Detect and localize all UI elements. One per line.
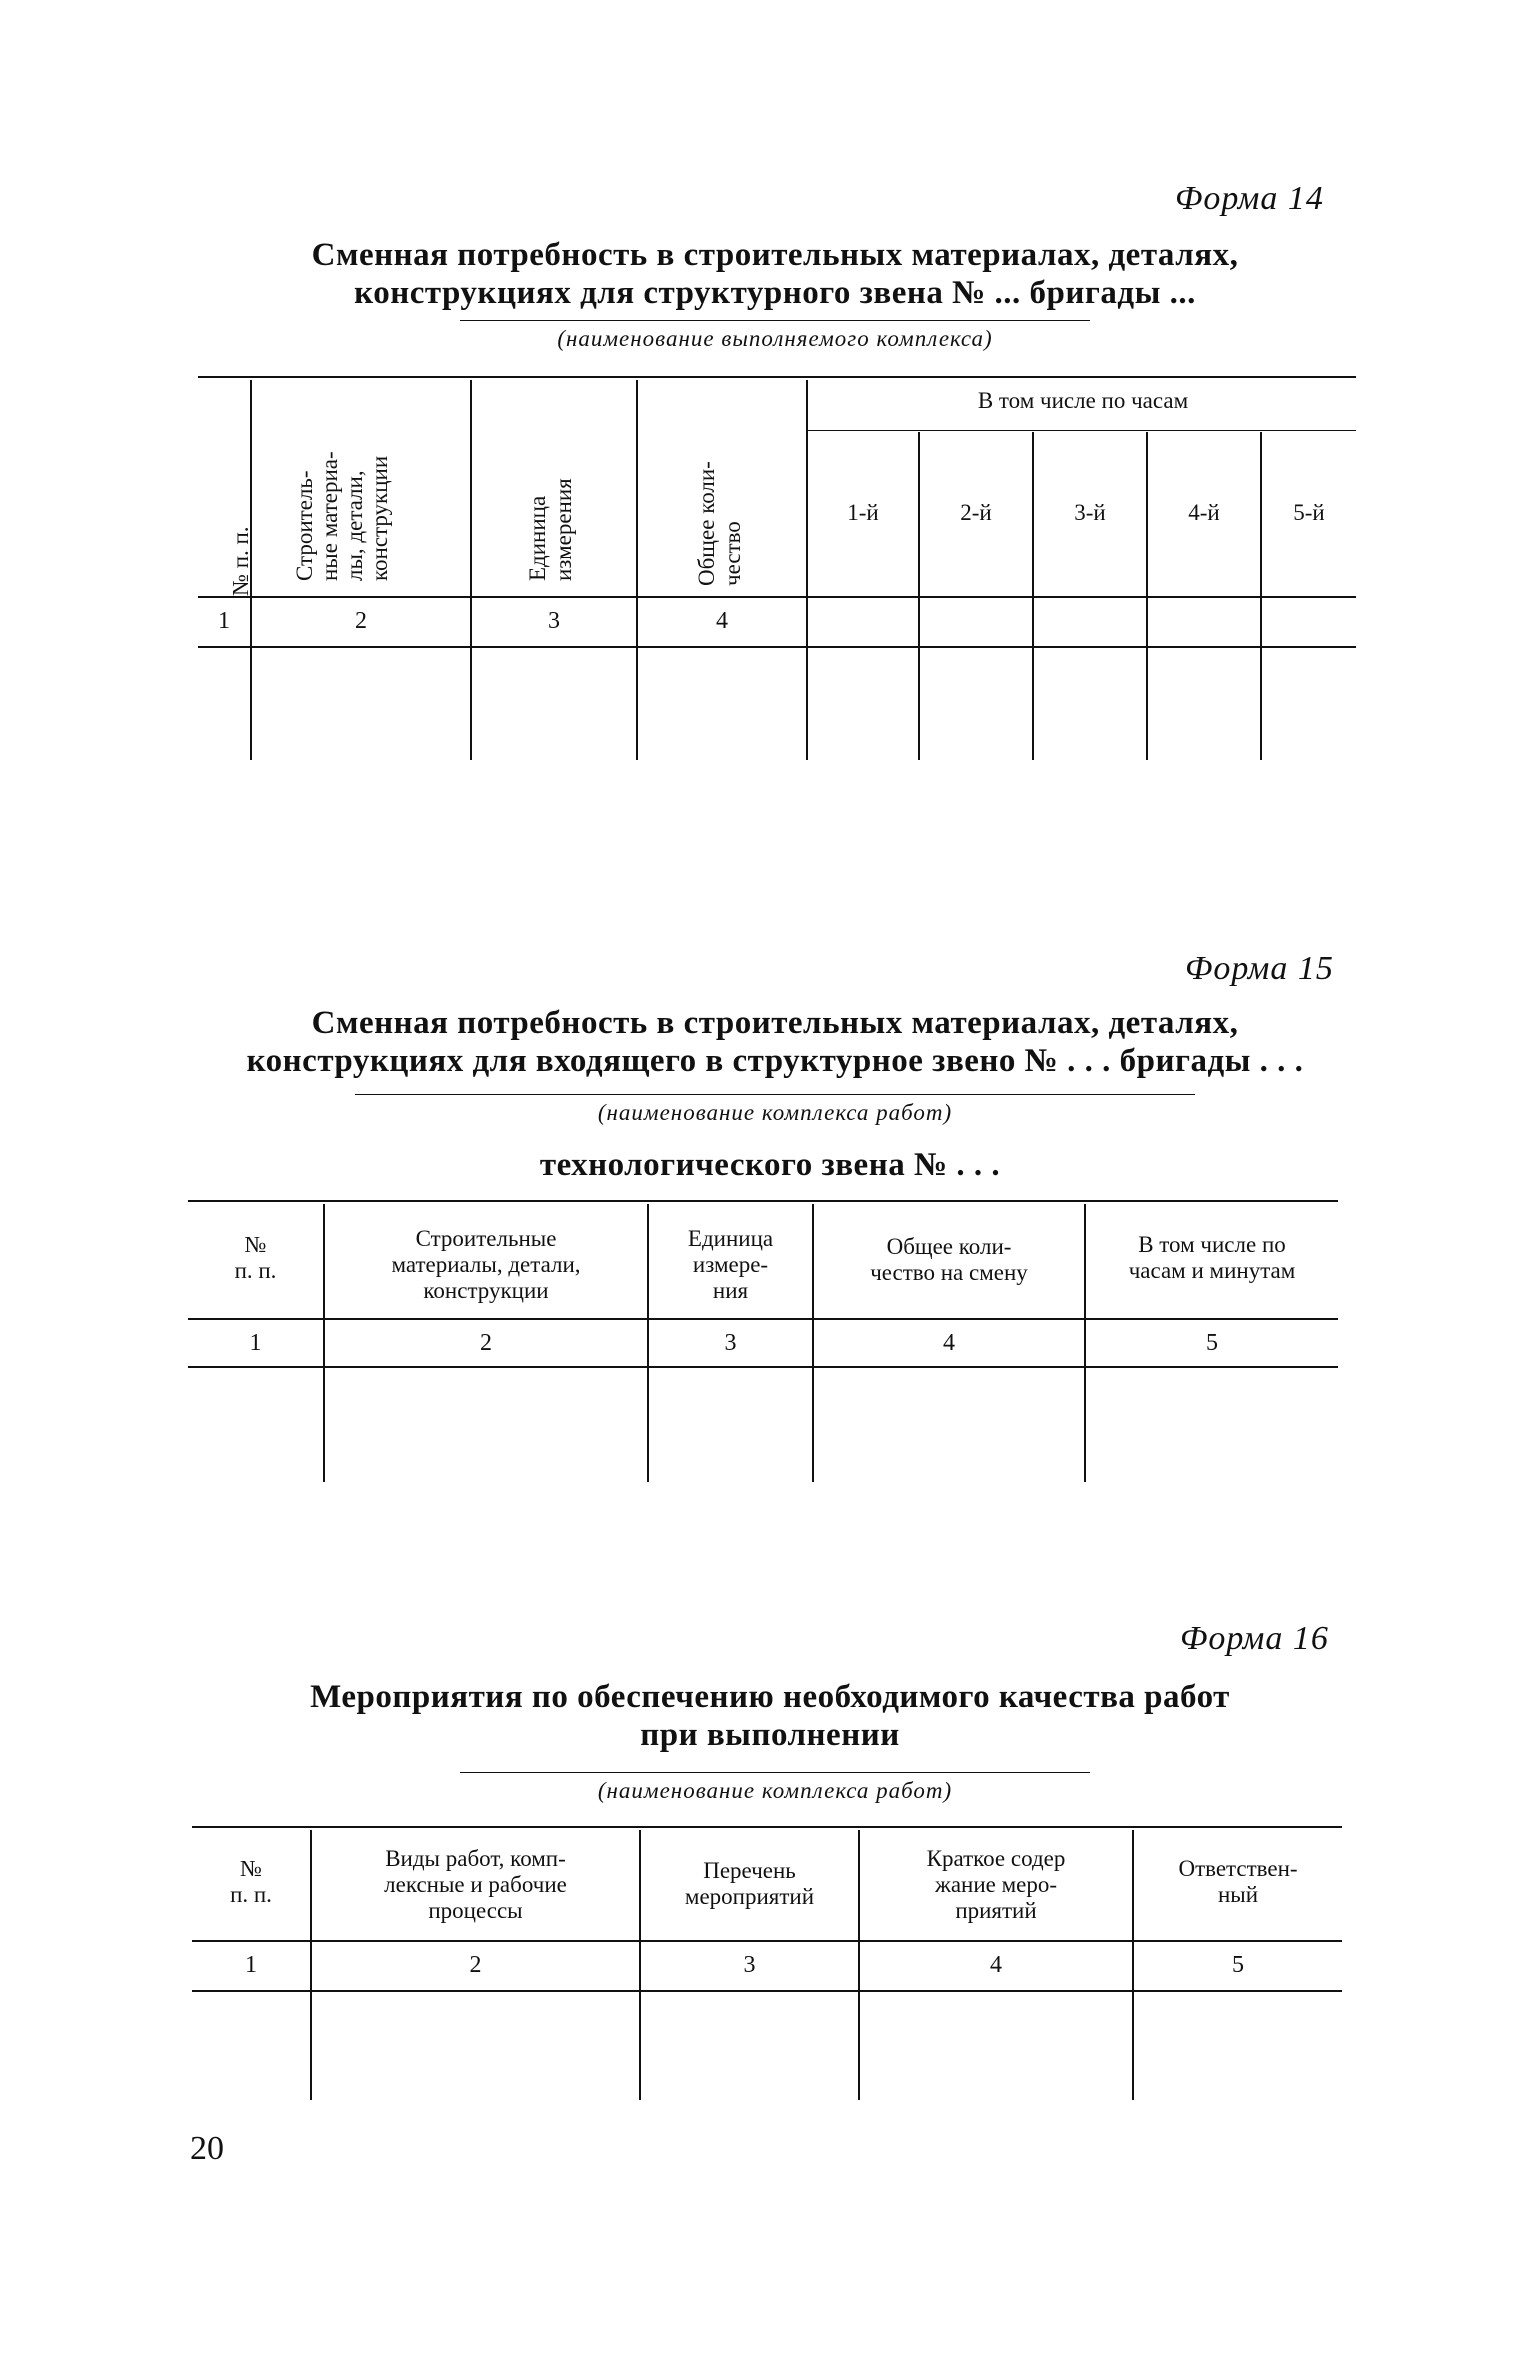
form14-header-hour-3: 3-й	[1074, 500, 1106, 525]
form14-title-line2: конструкциях для структурного звена № ... бригады ...	[354, 275, 1196, 311]
form14-header-hour-1: 1-й	[847, 500, 879, 525]
form16-title-line2: при выполнении	[640, 1717, 900, 1753]
form14-header-hour-5: 5-й	[1293, 500, 1325, 525]
form16-col-number-3: 3	[743, 1952, 756, 1978]
form14-header-num: № п. п.	[228, 526, 253, 596]
form16-col-number-2: 2	[469, 1952, 482, 1978]
form16-label: Форма 16	[1180, 1620, 1329, 1657]
form14-col-number-4: 4	[716, 608, 728, 634]
form16-title-line1: Мероприятия по обеспечению необходимого качества работ	[310, 1679, 1230, 1715]
form15-col-number-3: 3	[724, 1330, 737, 1356]
form14-label: Форма 14	[1175, 180, 1324, 217]
form15-caption-rule	[355, 1094, 1195, 1095]
form16-col-number-5: 5	[1232, 1952, 1244, 1978]
form15-title-line1: Сменная потребность в строительных материалах, деталях,	[311, 1005, 1239, 1041]
form14-caption: (наименование выполняемого комплекса)	[557, 326, 993, 351]
form14-col-number-1: 1	[218, 608, 230, 634]
form14-title-line1: Сменная потребность в строительных материалах, деталях,	[311, 237, 1239, 273]
page-number: 20	[190, 2130, 224, 2167]
form15-col-number-1: 1	[249, 1330, 262, 1356]
form14-header-hours-group: В том числе по часам	[977, 388, 1189, 413]
form14-header-hour-4: 4-й	[1188, 500, 1220, 525]
form16-caption-rule	[460, 1772, 1090, 1773]
form15-col-number-5: 5	[1206, 1330, 1218, 1356]
form14-header-hour-2: 2-й	[960, 500, 992, 525]
form15-title-line2: конструкциях для входящего в структурное звено № . . . бригады . . .	[246, 1043, 1304, 1079]
form16-col-number-4: 4	[990, 1952, 1002, 1978]
form15-caption: (наименование комплекса работ)	[597, 1100, 953, 1125]
form15-col-number-4: 4	[943, 1330, 955, 1356]
form14-col-number-3: 3	[548, 608, 560, 634]
form16-col-number-1: 1	[245, 1952, 257, 1978]
form14-caption-rule	[460, 320, 1090, 321]
form16-caption: (наименование комплекса работ)	[597, 1778, 953, 1803]
form15-subtitle: технологического звена № . . .	[539, 1147, 1001, 1183]
form15-col-number-2: 2	[480, 1330, 492, 1356]
form15-label: Форма 15	[1185, 950, 1334, 987]
form14-col-number-2: 2	[355, 608, 367, 634]
